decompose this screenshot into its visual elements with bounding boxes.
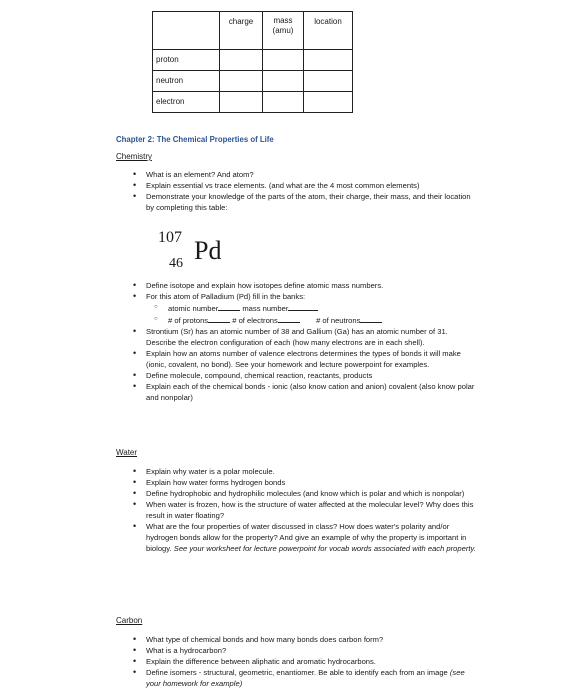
list-item-text: What are the four properties of water discussed in class? How does water's polarity and/or hydrogen bonds allow for the property? And give an example of why the property is important in biology. [146, 522, 467, 553]
list-item: • Explain essential vs trace elements. (and what are the 4 most common elements) [133, 180, 478, 191]
table-header-cell: charge [220, 12, 263, 50]
table-row [153, 71, 353, 92]
chemistry-list-a [133, 169, 478, 213]
list-item: • Explain how water forms hydrogen bonds [133, 477, 478, 488]
atomic-number-label: atomic number [168, 304, 219, 313]
chapter-title: Chapter 2: The Chemical Properties of Life [116, 135, 274, 144]
table-header-cell: location [304, 12, 353, 50]
neutrons-label: # of neutrons [316, 316, 361, 325]
table-row-label: proton [153, 50, 220, 71]
palladium-blanks-list [146, 302, 478, 326]
list-item-note: (see your homework for example) [146, 668, 465, 688]
table-cell [304, 71, 353, 92]
table-cell [263, 92, 304, 113]
list-item: • Define molecule, compound, chemical reaction, reactants, products [133, 370, 478, 381]
electrons-blank[interactable] [278, 314, 300, 323]
list-item: • Explain the difference between aliphatic and aromatic hydrocarbons. [133, 656, 478, 667]
table-row [153, 50, 353, 71]
electrons-label: # of electrons [232, 316, 278, 325]
sub-list-item [146, 302, 478, 314]
table-header-row [153, 12, 353, 50]
table-header-cell: mass (amu) [263, 12, 304, 50]
list-item-text: For this atom of Palladium (Pd) fill in the banks: [146, 292, 306, 301]
table-cell [220, 71, 263, 92]
table-cell [304, 50, 353, 71]
mass-number: 107 [158, 229, 182, 246]
list-item: • Explain each of the chemical bonds - ionic (also know cation and anion) covalent (also know polar and nonpolar) [133, 381, 478, 403]
section-heading-carbon: Carbon [116, 616, 143, 625]
table-row [153, 92, 353, 113]
chemistry-list-b [133, 280, 478, 403]
water-list [133, 466, 478, 554]
list-item: • Explain how an atoms number of valence electrons determines the types of bonds it will make (ionic, covalent, no bond). See your homework and lecture powerpoint for examples. [133, 348, 478, 370]
list-item: • When water is frozen, how is the structure of water affected at the molecular level? Why does this result in water floating? [133, 499, 478, 521]
palladium-element-symbol [158, 226, 228, 276]
table-cell [304, 92, 353, 113]
list-item: • Explain why water is a polar molecule. [133, 466, 478, 477]
list-item: • What is a hydrocarbon? [133, 645, 478, 656]
table-cell [220, 92, 263, 113]
list-item: • What is an element? And atom? [133, 169, 478, 180]
mass-number-blank[interactable] [288, 302, 318, 311]
list-item [133, 291, 478, 326]
list-item: • Strontium (Sr) has an atomic number of 38 and Gallium (Ga) has an atomic number of 31. Describe the electron configuration of each (how many electrons are in each shell). [133, 326, 478, 348]
list-item [133, 667, 478, 689]
section-heading-water: Water [116, 448, 138, 457]
atomic-number: 46 [169, 256, 183, 271]
atomic-number-blank[interactable] [218, 302, 240, 311]
list-item-note: See your worksheet for lecture powerpoint for vocab words associated with each property. [173, 544, 476, 553]
list-item: • Demonstrate your knowledge of the parts of the atom, their charge, their mass, and their location by completing this table: [133, 191, 478, 213]
mass-number-label: mass number [242, 304, 289, 313]
section-heading-chemistry: Chemistry [116, 152, 153, 161]
list-item: • What type of chemical bonds and how many bonds does carbon form? [133, 634, 478, 645]
table-cell [263, 71, 304, 92]
list-item: • Define isotope and explain how isotopes define atomic mass numbers. [133, 280, 478, 291]
protons-blank[interactable] [208, 314, 230, 323]
atom-parts-table [152, 11, 353, 113]
table-cell [263, 50, 304, 71]
table-row-label: electron [153, 92, 220, 113]
list-item [133, 521, 478, 554]
table-cell [220, 50, 263, 71]
list-item: • Define hydrophobic and hydrophilic molecules (and know which is polar and which is nonpolar) [133, 488, 478, 499]
list-item-text: Define isomers - structural, geometric, enantiomer. Be able to identify each from an image [146, 668, 448, 677]
table-header-cell [153, 12, 220, 50]
protons-label: # of protons [168, 316, 209, 325]
element-symbol: Pd [194, 236, 222, 265]
table-row-label: neutron [153, 71, 220, 92]
carbon-list [133, 634, 478, 689]
sub-list-item [146, 314, 478, 326]
neutrons-blank[interactable] [360, 314, 382, 323]
